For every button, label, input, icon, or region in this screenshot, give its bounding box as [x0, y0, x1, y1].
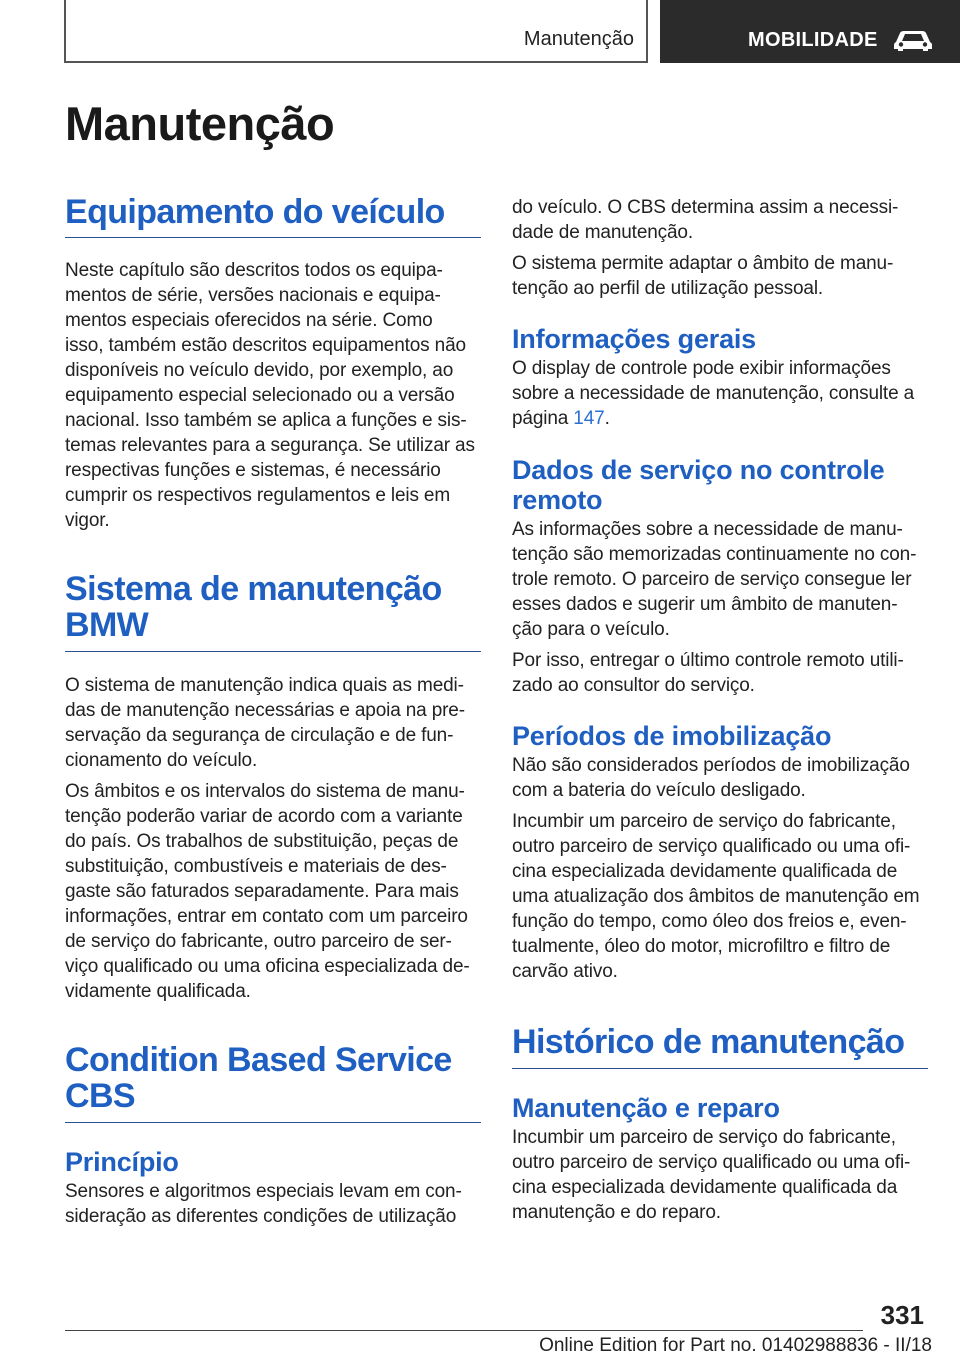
cbs-heading: Condition Based Service CBS	[65, 1041, 452, 1115]
right-column	[512, 190, 928, 1225]
cbs-continued-paragraph: do veículo. O CBS determina assim a necessi- dade de manutenção.	[512, 197, 899, 243]
chapter-label: MOBILIDADE	[748, 29, 878, 51]
heading-rule	[65, 1122, 481, 1123]
page-number: 331	[880, 1300, 924, 1330]
left-column	[65, 190, 481, 1229]
equipment-paragraph: Neste capítulo são descritos todos os equipa- mentos de série, versões nacionais e equipa- mentos especiais oferecidos na série. Como isso, também estão descritos equipamentos não disponíveis no veículo devido, por exemplo, ao equipamento especial selecionado ou a versão nacional. Isso também se aplica a funções e sis- temas relevantes para a segurança. Se utilizar as respectivas funções e sistemas, é necessário cumprir os respectivos regulamentos e leis em vigor.	[65, 260, 475, 531]
remote-paragraph-1: As informações sobre a necessidade de manu- tenção são memorizadas continuamente no con- trole remoto. O parceiro de serviço consegue ler esses dados e sugerir um âmbito de manuten- ção para o veículo.	[512, 519, 917, 640]
equipment-heading: Equipamento do veículo	[65, 193, 445, 231]
page-title: Manutenção	[65, 97, 335, 150]
edition-note: Online Edition for Part no. 01402988836 - II/18	[539, 1335, 932, 1356]
remote-paragraph-2: Por isso, entregar o último controle remoto utili- zado ao consultor do serviço.	[512, 650, 904, 696]
running-header	[0, 0, 960, 66]
bmw-paragraph-1: O sistema de manutenção indica quais as medi- das de manutenção necessárias e apoia na pre- servação da segurança de circulação e de fun- cionamento do veículo.	[65, 675, 465, 771]
heading-rule	[512, 1068, 928, 1069]
repair-heading: Manutenção e reparo	[512, 1093, 780, 1123]
general-info-heading: Informações gerais	[512, 324, 757, 354]
section-tab	[64, 0, 648, 63]
equipment-section	[65, 194, 481, 533]
immobilization-heading: Períodos de imobilização	[512, 721, 832, 751]
bmw-maintenance-heading: Sistema de manutenção BMW	[65, 570, 442, 644]
car-icon	[892, 28, 934, 52]
chapter-tab	[660, 0, 960, 63]
remote-service-heading: Dados de serviço no controle remoto	[512, 455, 885, 515]
cbs-adapt-paragraph: O sistema permite adaptar o âmbito de manu- tenção ao perfil de utilização pessoal.	[512, 253, 894, 299]
principle-paragraph: Sensores e algoritmos especiais levam em con- sideração as diferentes condições de utilização	[65, 1181, 462, 1227]
history-heading: Histórico de manutenção	[512, 1023, 905, 1061]
section-label: Manutenção	[523, 28, 634, 50]
repair-paragraph: Incumbir um parceiro de serviço do fabricante, outro parceiro de serviço qualificado ou uma ofi- cina especializada devidamente qualificada da manutenção e do reparo.	[512, 1127, 911, 1223]
immobilization-paragraph-1: Não são considerados períodos de imobilização com a bateria do veículo desligado.	[512, 755, 910, 801]
bmw-maintenance-section	[65, 571, 481, 1004]
cbs-section	[65, 1042, 481, 1229]
immobilization-paragraph-2: Incumbir um parceiro de serviço do fabricante, outro parceiro de serviço qualificado ou uma ofi- cina especializada devidamente qualificada de uma atualização dos âmbitos de manutenção em função do tempo, como óleo dos freios e, even- tualmente, óleo do motor, microfiltro e filtro de carvão ativo.	[512, 811, 920, 982]
footer-rule	[65, 1330, 863, 1331]
page-reference-link[interactable]: 147	[573, 408, 605, 429]
principle-heading: Princípio	[65, 1147, 179, 1177]
bmw-paragraph-2: Os âmbitos e os intervalos do sistema de manu- tenção poderão variar de acordo com a variante do país. Os trabalhos de substituição, peças de substituição, combustíveis e materiais de des- gaste são faturados separadamente. Para mais informações, entrar em contato com um parceiro de serviço do fabricante, outro parceiro de ser- viço qualificado ou uma oficina especializada de- vidamente qualificada.	[65, 781, 470, 1002]
general-info-paragraph: O display de controle pode exibir informações sobre a necessidade de manutenção, consulte a página 147.	[512, 358, 915, 429]
